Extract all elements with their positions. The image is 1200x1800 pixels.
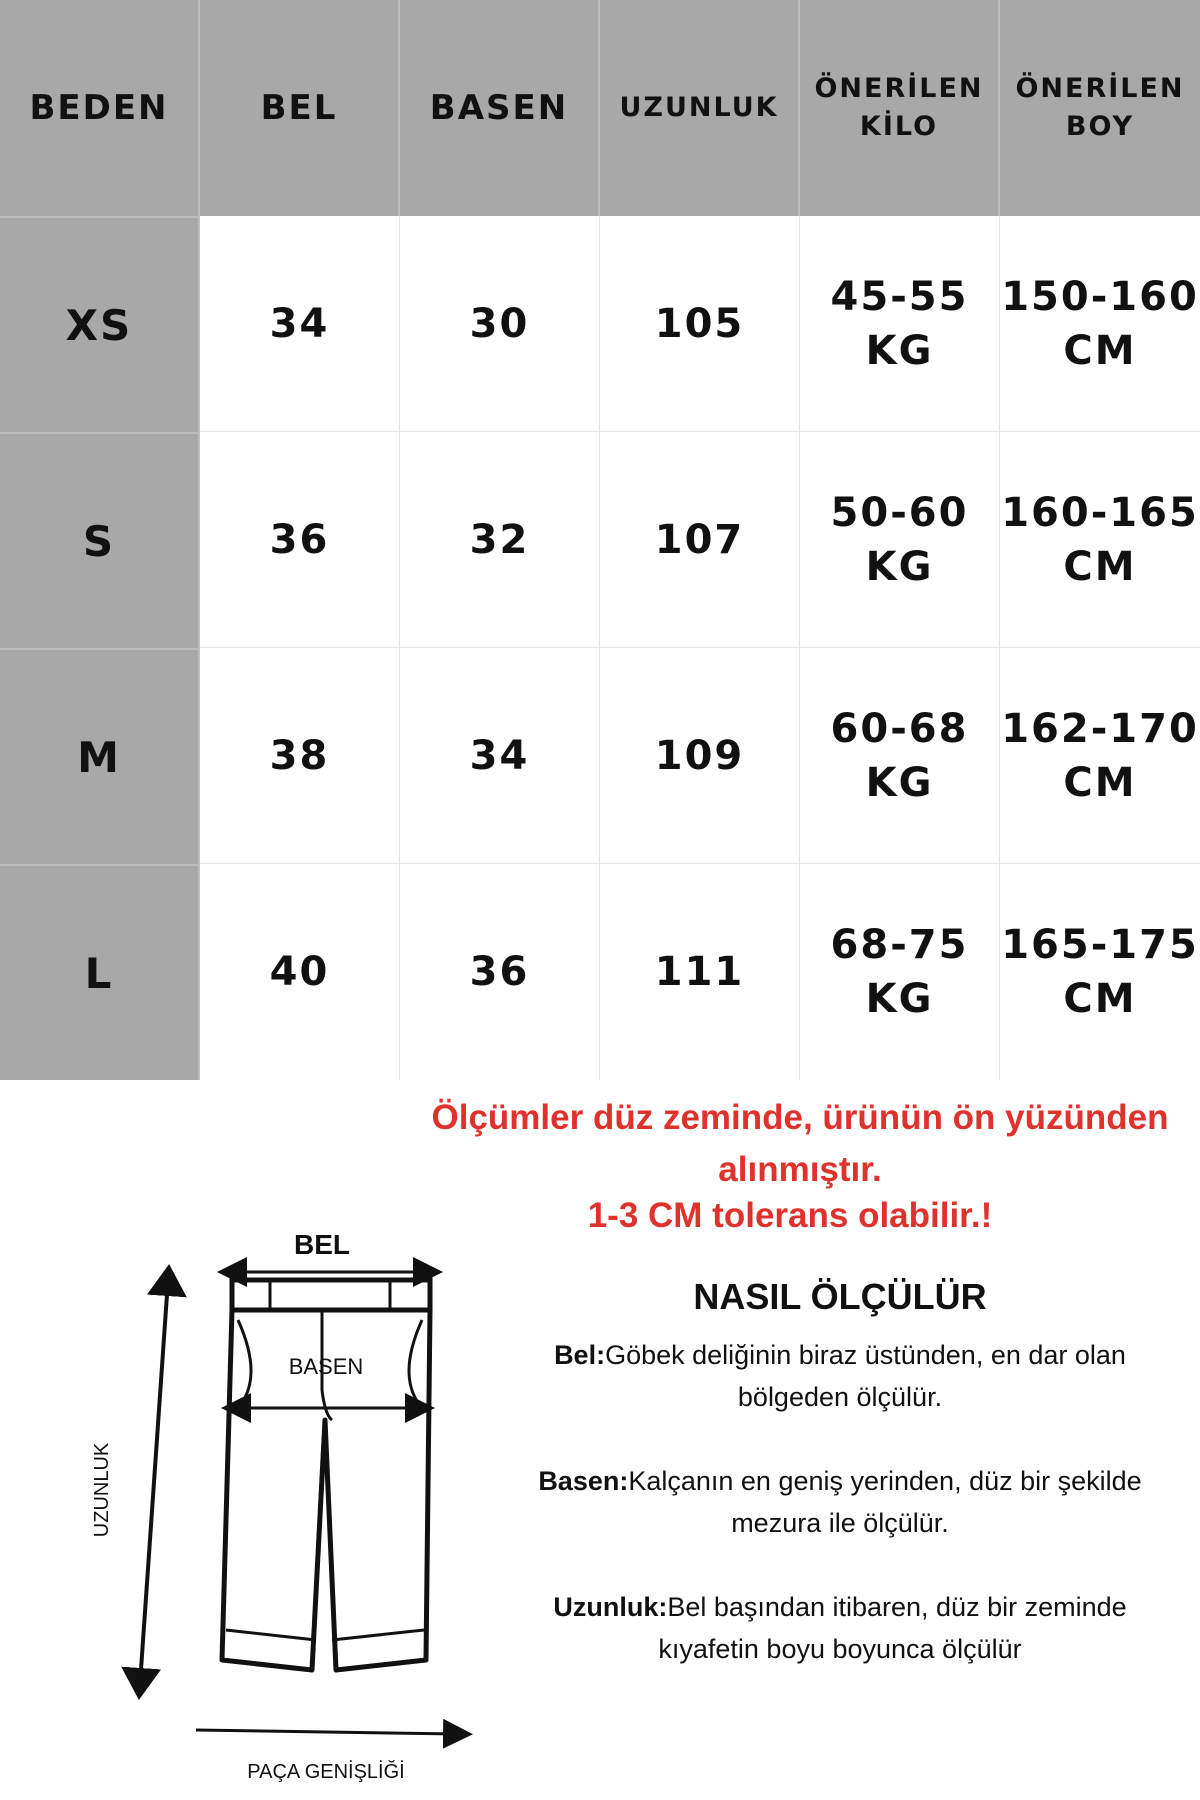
paca-label: PAÇA GENİŞLİĞİ bbox=[247, 1761, 405, 1783]
howto-item-basen bbox=[510, 1460, 1170, 1544]
table-cell-boy: 160-165 CM bbox=[1000, 432, 1200, 648]
table-cell-uzunluk: 111 bbox=[600, 864, 800, 1080]
table-cell-basen: 32 bbox=[400, 432, 600, 648]
table-cell-boy: 162-170 CM bbox=[1000, 648, 1200, 864]
table-cell-bel: 40 bbox=[200, 864, 400, 1080]
table-cell-kilo: 50-60 KG bbox=[800, 432, 1000, 648]
header-onerilen-kilo: ÖNERİLEN KİLO bbox=[800, 0, 1000, 216]
howto-term: Bel: bbox=[554, 1340, 606, 1370]
table-cell-kilo: 45-55 KG bbox=[800, 216, 1000, 432]
howto-item-uzunluk bbox=[510, 1586, 1170, 1670]
table-cell-uzunluk: 105 bbox=[600, 216, 800, 432]
size-label-cell: L bbox=[0, 864, 200, 1080]
howto-text: Kalçanın en geniş yerinden, düz bir şekilde mezura ile ölçülür. bbox=[628, 1466, 1142, 1538]
bel-label: BEL bbox=[294, 1229, 350, 1260]
header-beden: BEDEN bbox=[0, 0, 200, 216]
table-cell-kilo: 60-68 KG bbox=[800, 648, 1000, 864]
table-cell-bel: 34 bbox=[200, 216, 400, 432]
tolerance-notice: 1-3 CM tolerans olabilir.! bbox=[587, 1196, 993, 1235]
trousers-icon bbox=[60, 1210, 480, 1790]
table-cell-basen: 34 bbox=[400, 648, 600, 864]
table-cell-basen: 36 bbox=[400, 864, 600, 1080]
howto-term: Basen: bbox=[538, 1466, 629, 1496]
header-uzunluk: UZUNLUK bbox=[600, 0, 800, 216]
table-cell-kilo: 68-75 KG bbox=[800, 864, 1000, 1080]
size-label-cell: S bbox=[0, 432, 200, 648]
header-basen: BASEN bbox=[400, 0, 600, 216]
paca-arrow bbox=[196, 1730, 458, 1734]
trousers-measurement-diagram bbox=[60, 1210, 480, 1790]
table-cell-basen: 30 bbox=[400, 216, 600, 432]
uzunluk-label: UZUNLUK bbox=[91, 1442, 113, 1538]
how-to-measure-title: NASIL ÖLÇÜLÜR bbox=[693, 1276, 987, 1317]
basen-label: BASEN bbox=[288, 1354, 364, 1379]
size-label-cell: XS bbox=[0, 216, 200, 432]
waistband bbox=[232, 1280, 430, 1310]
table-cell-boy: 150-160 CM bbox=[1000, 216, 1200, 432]
howto-term: Uzunluk: bbox=[553, 1592, 668, 1622]
table-cell-uzunluk: 109 bbox=[600, 648, 800, 864]
table-cell-boy: 165-175 CM bbox=[1000, 864, 1200, 1080]
measurement-notice: Ölçümler düz zeminde, ürünün ön yüzünden alınmıştır. bbox=[431, 1098, 1169, 1189]
header-onerilen-boy: ÖNERİLEN BOY bbox=[1000, 0, 1200, 216]
size-label-cell: M bbox=[0, 648, 200, 864]
howto-text: Bel başından itibaren, düz bir zeminde kıyafetin boyu boyunca ölçülür bbox=[658, 1592, 1127, 1664]
table-cell-bel: 38 bbox=[200, 648, 400, 864]
header-bel: BEL bbox=[200, 0, 400, 216]
howto-item-bel bbox=[510, 1334, 1170, 1418]
howto-text: Göbek deliğinin biraz üstünden, en dar olan bölgeden ölçülür. bbox=[605, 1340, 1126, 1412]
table-cell-bel: 36 bbox=[200, 432, 400, 648]
uzunluk-arrow bbox=[140, 1280, 168, 1684]
table-cell-uzunluk: 107 bbox=[600, 432, 800, 648]
